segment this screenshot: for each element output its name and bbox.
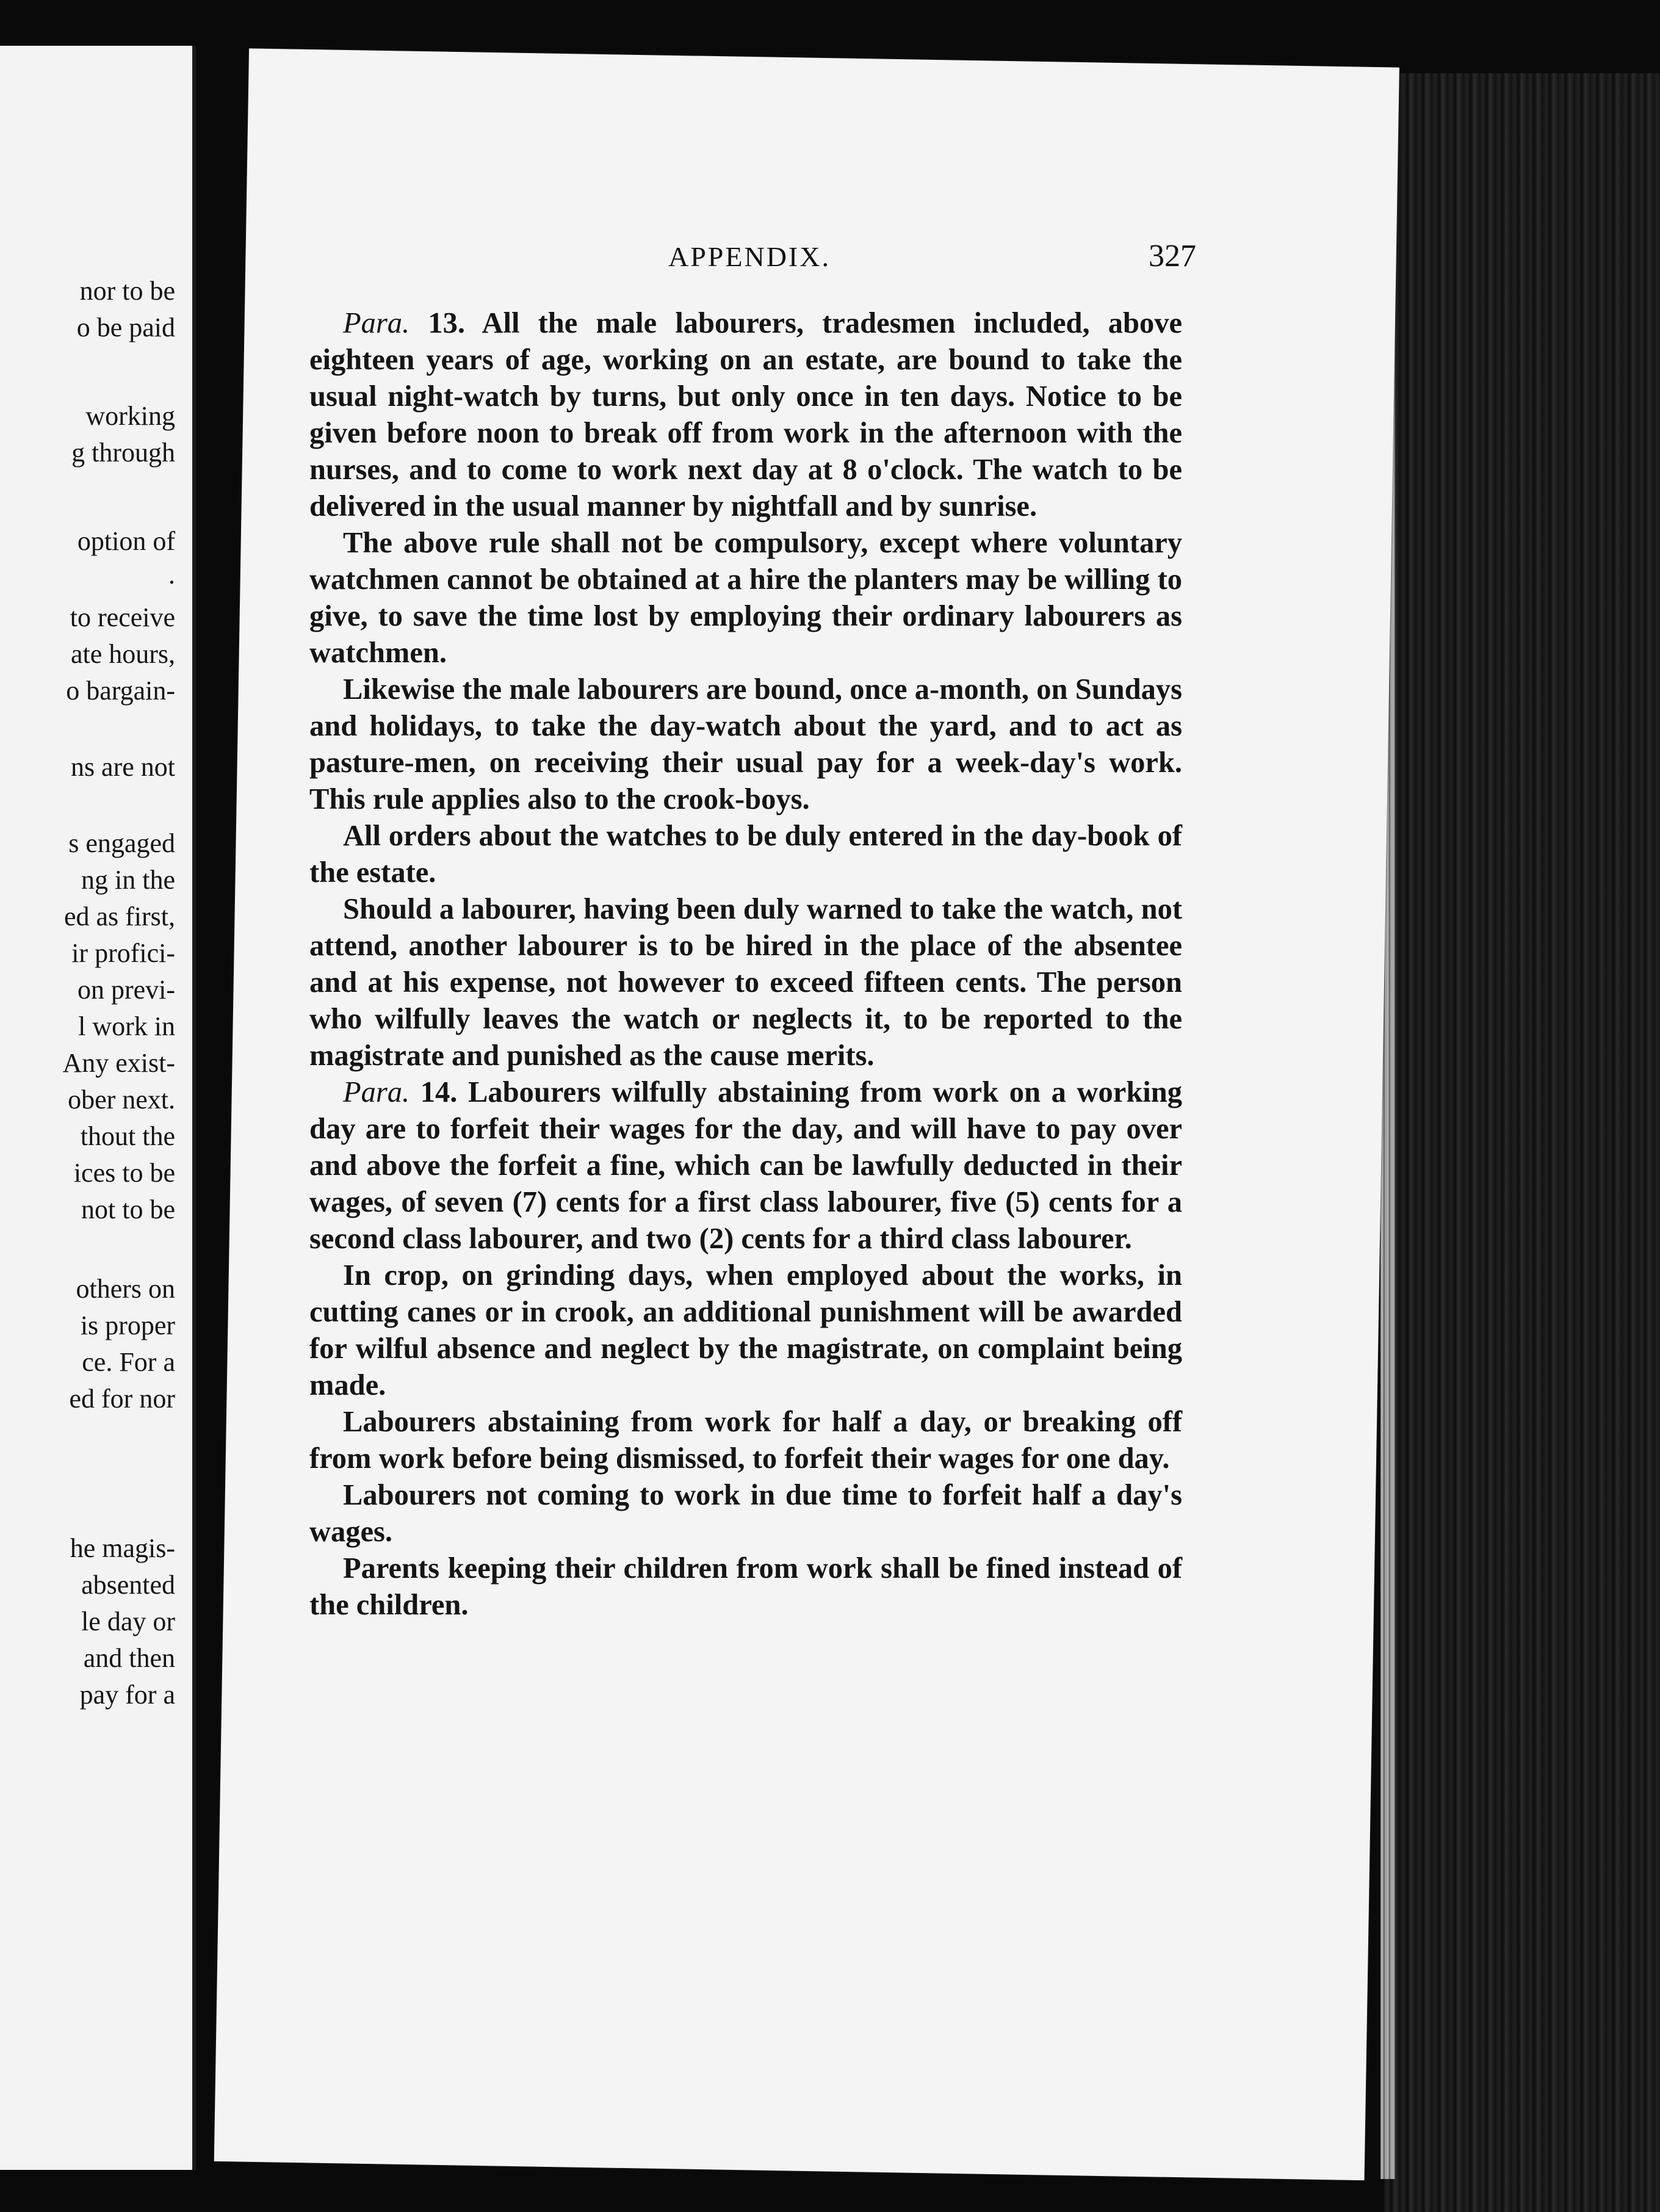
paragraph-text: 14. Labourers wilfully abstaining from work on a working day are to forfeit their wages for the day, and will have to pay over and above the forfeit a fine, which can be lawfully deducted in their wages, of seven (7) cents for a first class labourer, five (5) cents for a second class labourer, and two (2) cents for a third class labourer. [309, 1076, 1182, 1255]
left-page-line: working [85, 401, 175, 431]
left-page-line: ng in the [81, 865, 175, 895]
paragraph-text: In crop, on grinding days, when employed about the works, in cutting canes or in crook, an additional punishment will be awarded for wilful absence and neglect by the magistrate, on complaint being made. [309, 1259, 1182, 1401]
paragraph-text: Should a labourer, having been duly warned to take the watch, not attend, another labourer is to be hired in the place of the absentee and at his expense, not however to exceed fifteen cents. The person who wilfully leaves the watch or neglects it, to be reported to the magistrate and punished as the cause merits. [309, 893, 1182, 1072]
left-page-line: on previ- [77, 975, 175, 1005]
paragraph-text: Likewise the male labourers are bound, once a-month, on Sundays and holidays, to take the day-watch about the yard, and to act as pasture-men, on receiving their usual pay for a week-day's work. This rule applies also to the crook-boys. [309, 673, 1182, 815]
left-facing-page [0, 46, 196, 2170]
left-page-line: l work in [78, 1011, 175, 1041]
paragraph-label: Para. [343, 307, 410, 339]
paragraph [309, 671, 1182, 818]
paragraph [309, 305, 1182, 525]
left-page-line: absented [81, 1570, 175, 1600]
left-page-line: not to be [81, 1195, 175, 1224]
paragraph-label: Para. [343, 1076, 410, 1108]
left-page-line: he magis- [70, 1533, 175, 1563]
left-page-line: ir profici- [71, 938, 175, 968]
paragraph [309, 1550, 1182, 1624]
left-page-line: o be paid [76, 313, 175, 342]
paragraph [309, 1257, 1182, 1404]
paragraph-text: Labourers not coming to work in due time to forfeit half a day's wages. [309, 1479, 1182, 1548]
left-page-line: o bargain- [66, 676, 175, 706]
left-page-line: pay for a [79, 1680, 175, 1710]
left-page-line: le day or [81, 1607, 175, 1636]
paragraph [309, 1477, 1182, 1550]
paragraph-text: Parents keeping their children from work shall be fined instead of the children. [309, 1552, 1182, 1621]
page-number: 327 [1149, 239, 1196, 273]
left-page-line: to receive [70, 602, 175, 632]
left-page-line: ate hours, [70, 639, 175, 669]
left-page-line: ed for nor [69, 1384, 175, 1414]
paragraph [309, 891, 1182, 1074]
paragraph-text: The above rule shall not be compulsory, except where voluntary watchmen cannot be obtained at a hire the planters may be willing to give, to save the time lost by employing their ordinary labourers as watchmen. [309, 527, 1182, 669]
body-text [309, 305, 1182, 1624]
left-page-line: and then [83, 1643, 175, 1673]
running-header [415, 237, 1196, 273]
paragraph [309, 818, 1182, 891]
left-page-line: thout the [80, 1121, 175, 1151]
left-page-line: ns are not [70, 752, 175, 782]
left-page-line: option of [77, 526, 175, 556]
paragraph [309, 1074, 1182, 1257]
left-page-line: others on [76, 1274, 175, 1304]
left-page-line: s engaged [68, 828, 175, 858]
left-page-line: Any exist- [62, 1048, 175, 1078]
left-page-line: is proper [80, 1310, 175, 1340]
left-page-line: ober next. [68, 1085, 175, 1115]
left-page-line: nor to be [79, 276, 175, 306]
paragraph [309, 1404, 1182, 1477]
paragraph-text: All orders about the watches to be duly entered in the day-book of the estate. [309, 820, 1182, 889]
left-page-line: ed as first, [63, 902, 175, 931]
book-binding-shadow [1384, 73, 1660, 2212]
left-page-line: ce. For a [82, 1347, 175, 1377]
header-title: APPENDIX. [668, 241, 831, 272]
left-page-line: . [168, 560, 175, 590]
left-page-line: g through [71, 438, 175, 468]
left-page-line: ices to be [73, 1158, 175, 1188]
left-page-text-fragments [0, 46, 192, 2170]
paragraph-text: Labourers abstaining from work for half a day, or breaking off from work before being dismissed, to forfeit their wages for one day. [309, 1406, 1182, 1475]
paragraph-text: 13. All the male labourers, tradesmen included, above eighteen years of age, working on an estate, are bound to take the usual night-watch by turns, but only once in ten days. Notice to be given before noon to break off from work in the afternoon with the nurses, and to come to work next day at 8 o'clock. The watch to be delivered in the usual manner by nightfall and by sunrise. [309, 307, 1183, 522]
paragraph [309, 525, 1182, 671]
